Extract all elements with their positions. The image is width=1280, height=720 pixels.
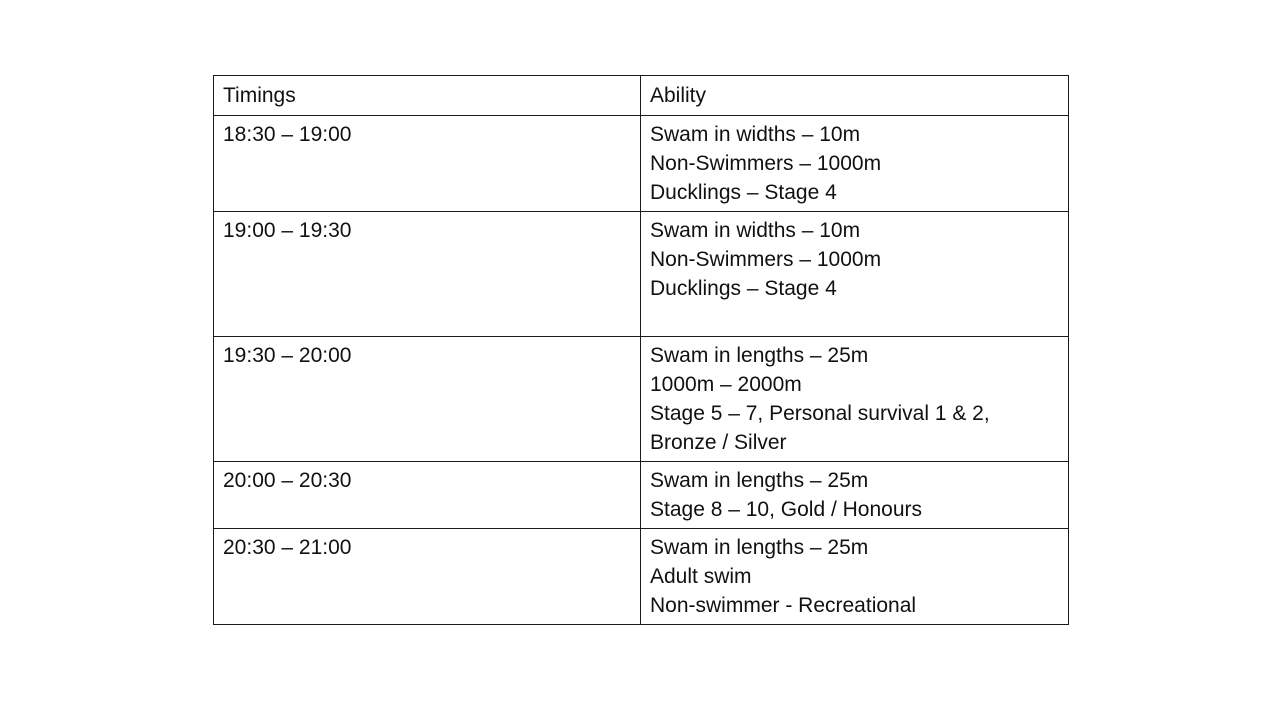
timing-cell: 18:30 – 19:00 [214,116,641,212]
ability-cell [641,212,1069,337]
ability-line: Adult swim [650,565,752,588]
ability-line: Swam in widths – 10m [650,219,861,242]
ability-line: Stage 5 – 7, Personal survival 1 & 2, [650,402,990,425]
timing-cell: 20:00 – 20:30 [214,462,641,529]
timing-cell: 20:30 – 21:00 [214,529,641,625]
ability-line: Ducklings – Stage 4 [650,181,837,204]
table-row [214,116,1069,212]
ability-line: Non-Swimmers – 1000m [650,248,882,271]
timing-cell: 19:30 – 20:00 [214,337,641,462]
ability-line: Ducklings – Stage 4 [650,277,837,300]
ability-line: Swam in lengths – 25m [650,469,869,492]
table-row [214,529,1069,625]
header-ability: Ability [641,76,1069,116]
table-header-row [214,76,1069,116]
ability-line: Swam in widths – 10m [650,123,861,146]
ability-cell [641,462,1069,529]
table-row [214,212,1069,337]
ability-line: Bronze / Silver [650,431,787,454]
ability-line: Non-swimmer - Recreational [650,594,917,617]
ability-line: Non-Swimmers – 1000m [650,152,882,175]
swim-schedule-table [213,75,1069,625]
table-row [214,337,1069,462]
table-row [214,462,1069,529]
header-timings: Timings [214,76,641,116]
ability-line: Swam in lengths – 25m [650,344,869,367]
ability-line: Swam in lengths – 25m [650,536,869,559]
ability-cell [641,116,1069,212]
ability-line: 1000m – 2000m [650,373,802,396]
ability-cell [641,337,1069,462]
timing-cell: 19:00 – 19:30 [214,212,641,337]
ability-cell [641,529,1069,625]
ability-line: Stage 8 – 10, Gold / Honours [650,498,923,521]
